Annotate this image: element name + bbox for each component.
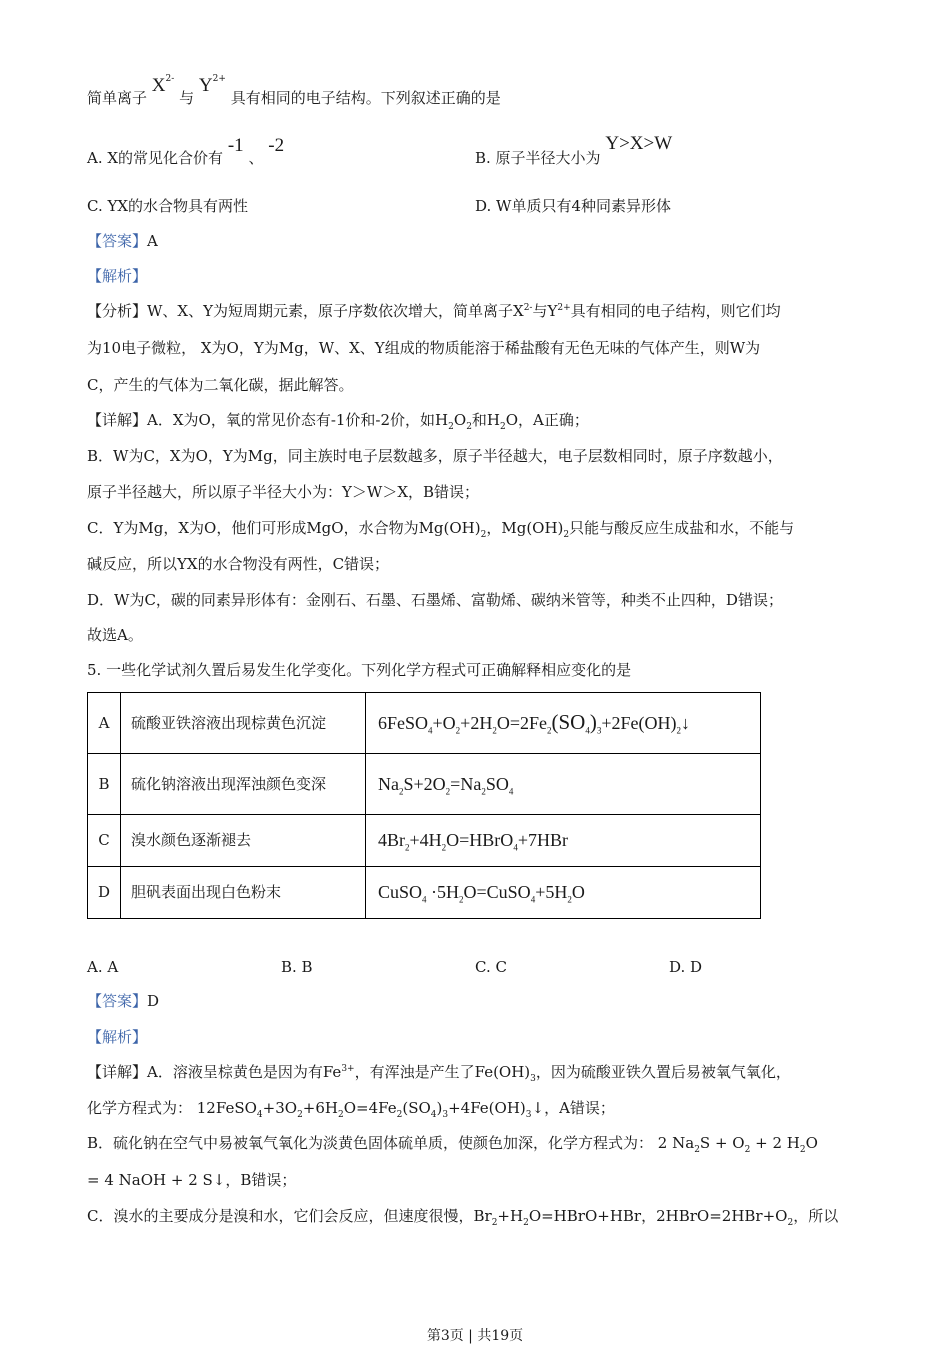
table-row xyxy=(88,815,761,867)
q4-fenxi-line1: 【分析】W、X、Y为短周期元素，原子序数依次增大，简单离子$X^{2-}$与$Y^{2+}$具有相同的电子结构，则它们均 xyxy=(87,302,781,320)
q4-option-b: B. 原子半径大小为 Y>X>W xyxy=(475,133,673,167)
row-equation: $Na_2S+2O_2=Na_2SO_4$ xyxy=(366,754,761,815)
row-key: B xyxy=(88,754,121,815)
q4-conclusion: 故选A。 xyxy=(87,626,143,644)
row-equation: $4Br_2+4H_2O=HBrO_4+7HBr$ xyxy=(366,815,761,867)
row-desc: 硫酸亚铁溶液出现棕黄色沉淀 xyxy=(121,693,366,754)
table-row xyxy=(88,867,761,919)
table-row xyxy=(88,754,761,815)
q5-option-b: B. B xyxy=(281,958,313,976)
q4-detail-d: D．W为C，碳的同素异形体有：金刚石、石墨、石墨烯、富勒烯、碳纳米管等，种类不止四种，D错误； xyxy=(87,591,783,609)
q5-table xyxy=(87,692,761,919)
q4-option-c: C. YX的水合物具有两性 xyxy=(87,197,249,215)
q4-option-d: D. W单质只有4种同素异形体 xyxy=(475,197,671,215)
row-key: C xyxy=(88,815,121,867)
q5-answer: 【答案】D xyxy=(87,992,160,1010)
row-desc: 胆矾表面出现白色粉末 xyxy=(121,867,366,919)
q5-stem: 5. 一些化学试剂久置后易发生化学变化。下列化学方程式可正确解释相应变化的是 xyxy=(87,661,632,679)
q4-detail-c-line1: C．Y为Mg，X为O，他们可形成MgO，水合物为$Mg(OH)_2$，$Mg(OH)_2$只能与酸反应生成盐和水，不能与 xyxy=(87,519,795,540)
q4-detail-a: 【详解】A．X为O，氧的常见价态有-1价和-2价，如$H_2O_2$和$H_2O$，A正确； xyxy=(87,411,589,432)
q4-answer: 【答案】A xyxy=(87,232,158,250)
table-row xyxy=(88,693,761,754)
row-equation: $6FeSO_4+O_2+2H_2O=2Fe_2(SO_4)_3+2Fe(OH)_2↓$ xyxy=(366,693,761,754)
row-key: A xyxy=(88,693,121,754)
page-footer: 第3页 | 共19页 xyxy=(426,1328,524,1344)
q5-option-c: C. C xyxy=(475,958,507,976)
row-key: D xyxy=(88,867,121,919)
q4-fenxi-line3: C，产生的气体为二氧化碳，据此解答。 xyxy=(87,376,354,394)
q4-option-a: A. X的常见化合价有 -1 、 -2 xyxy=(87,135,285,167)
q5-option-a: A. A xyxy=(87,958,119,976)
q4-detail-c-line2: 碱反应，所以YX的水合物没有两性，C错误； xyxy=(87,555,390,573)
q5-detail-c-line1: C．溴水的主要成分是溴和水，它们会反应，但速度很慢，$Br_2+H_2O=HBrO+HBr$，$2HBrO=2HBr+O_2$，所以 xyxy=(87,1207,839,1228)
row-desc: 溴水颜色逐渐褪去 xyxy=(121,815,366,867)
q4-detail-b-line1: B．W为C，X为O，Y为Mg，同主族时电子层数越多，原子半径越大，电子层数相同时，原子序数越小， xyxy=(87,447,783,465)
q4-analysis-heading: 【解析】 xyxy=(87,267,148,285)
q5-detail-a-line2: 化学方程式为： $12FeSO_4+3O_2+6H_2O=4Fe_2(SO_4)_3+4Fe(OH)_3↓$，A错误； xyxy=(87,1099,615,1120)
q5-option-d: D. D xyxy=(669,958,703,976)
row-desc: 硫化钠溶液出现浑浊颜色变深 xyxy=(121,754,366,815)
q4-stem: 简单离子 $X^{2-}$ 与 $Y^{2+}$ 具有相同的电子结构。下列叙述正确的是 xyxy=(87,74,501,107)
q4-fenxi-line2: 为10电子微粒， X为O，Y为Mg，W、X、Y组成的物质能溶于稀盐酸有无色无味的气体产生，则W为 xyxy=(87,339,761,357)
q4-detail-b-line2: 原子半径越大，所以原子半径大小为：Y＞W＞X，B错误； xyxy=(87,483,480,501)
q5-detail-b-line2: = 4 NaOH + 2 S↓，B错误； xyxy=(87,1171,297,1189)
q5-detail-b-line1: B．硫化钠在空气中易被氧气氧化为淡黄色固体硫单质，使颜色加深，化学方程式为： 2 $Na_2S + O_2 + 2$ $H_2O$ xyxy=(87,1134,818,1155)
row-equation: CuSO$_4$ $\cdot 5H_2O=CuSO_4+5H_2O$ xyxy=(366,867,761,919)
q5-detail-a-line1: 【详解】A．溶液呈棕黄色是因为有$Fe^{3+}$，有浑浊是产生了$Fe(OH)_3$，因为硫酸亚铁久置后易被氧气氧化， xyxy=(87,1063,791,1084)
q5-analysis-heading: 【解析】 xyxy=(87,1028,148,1046)
